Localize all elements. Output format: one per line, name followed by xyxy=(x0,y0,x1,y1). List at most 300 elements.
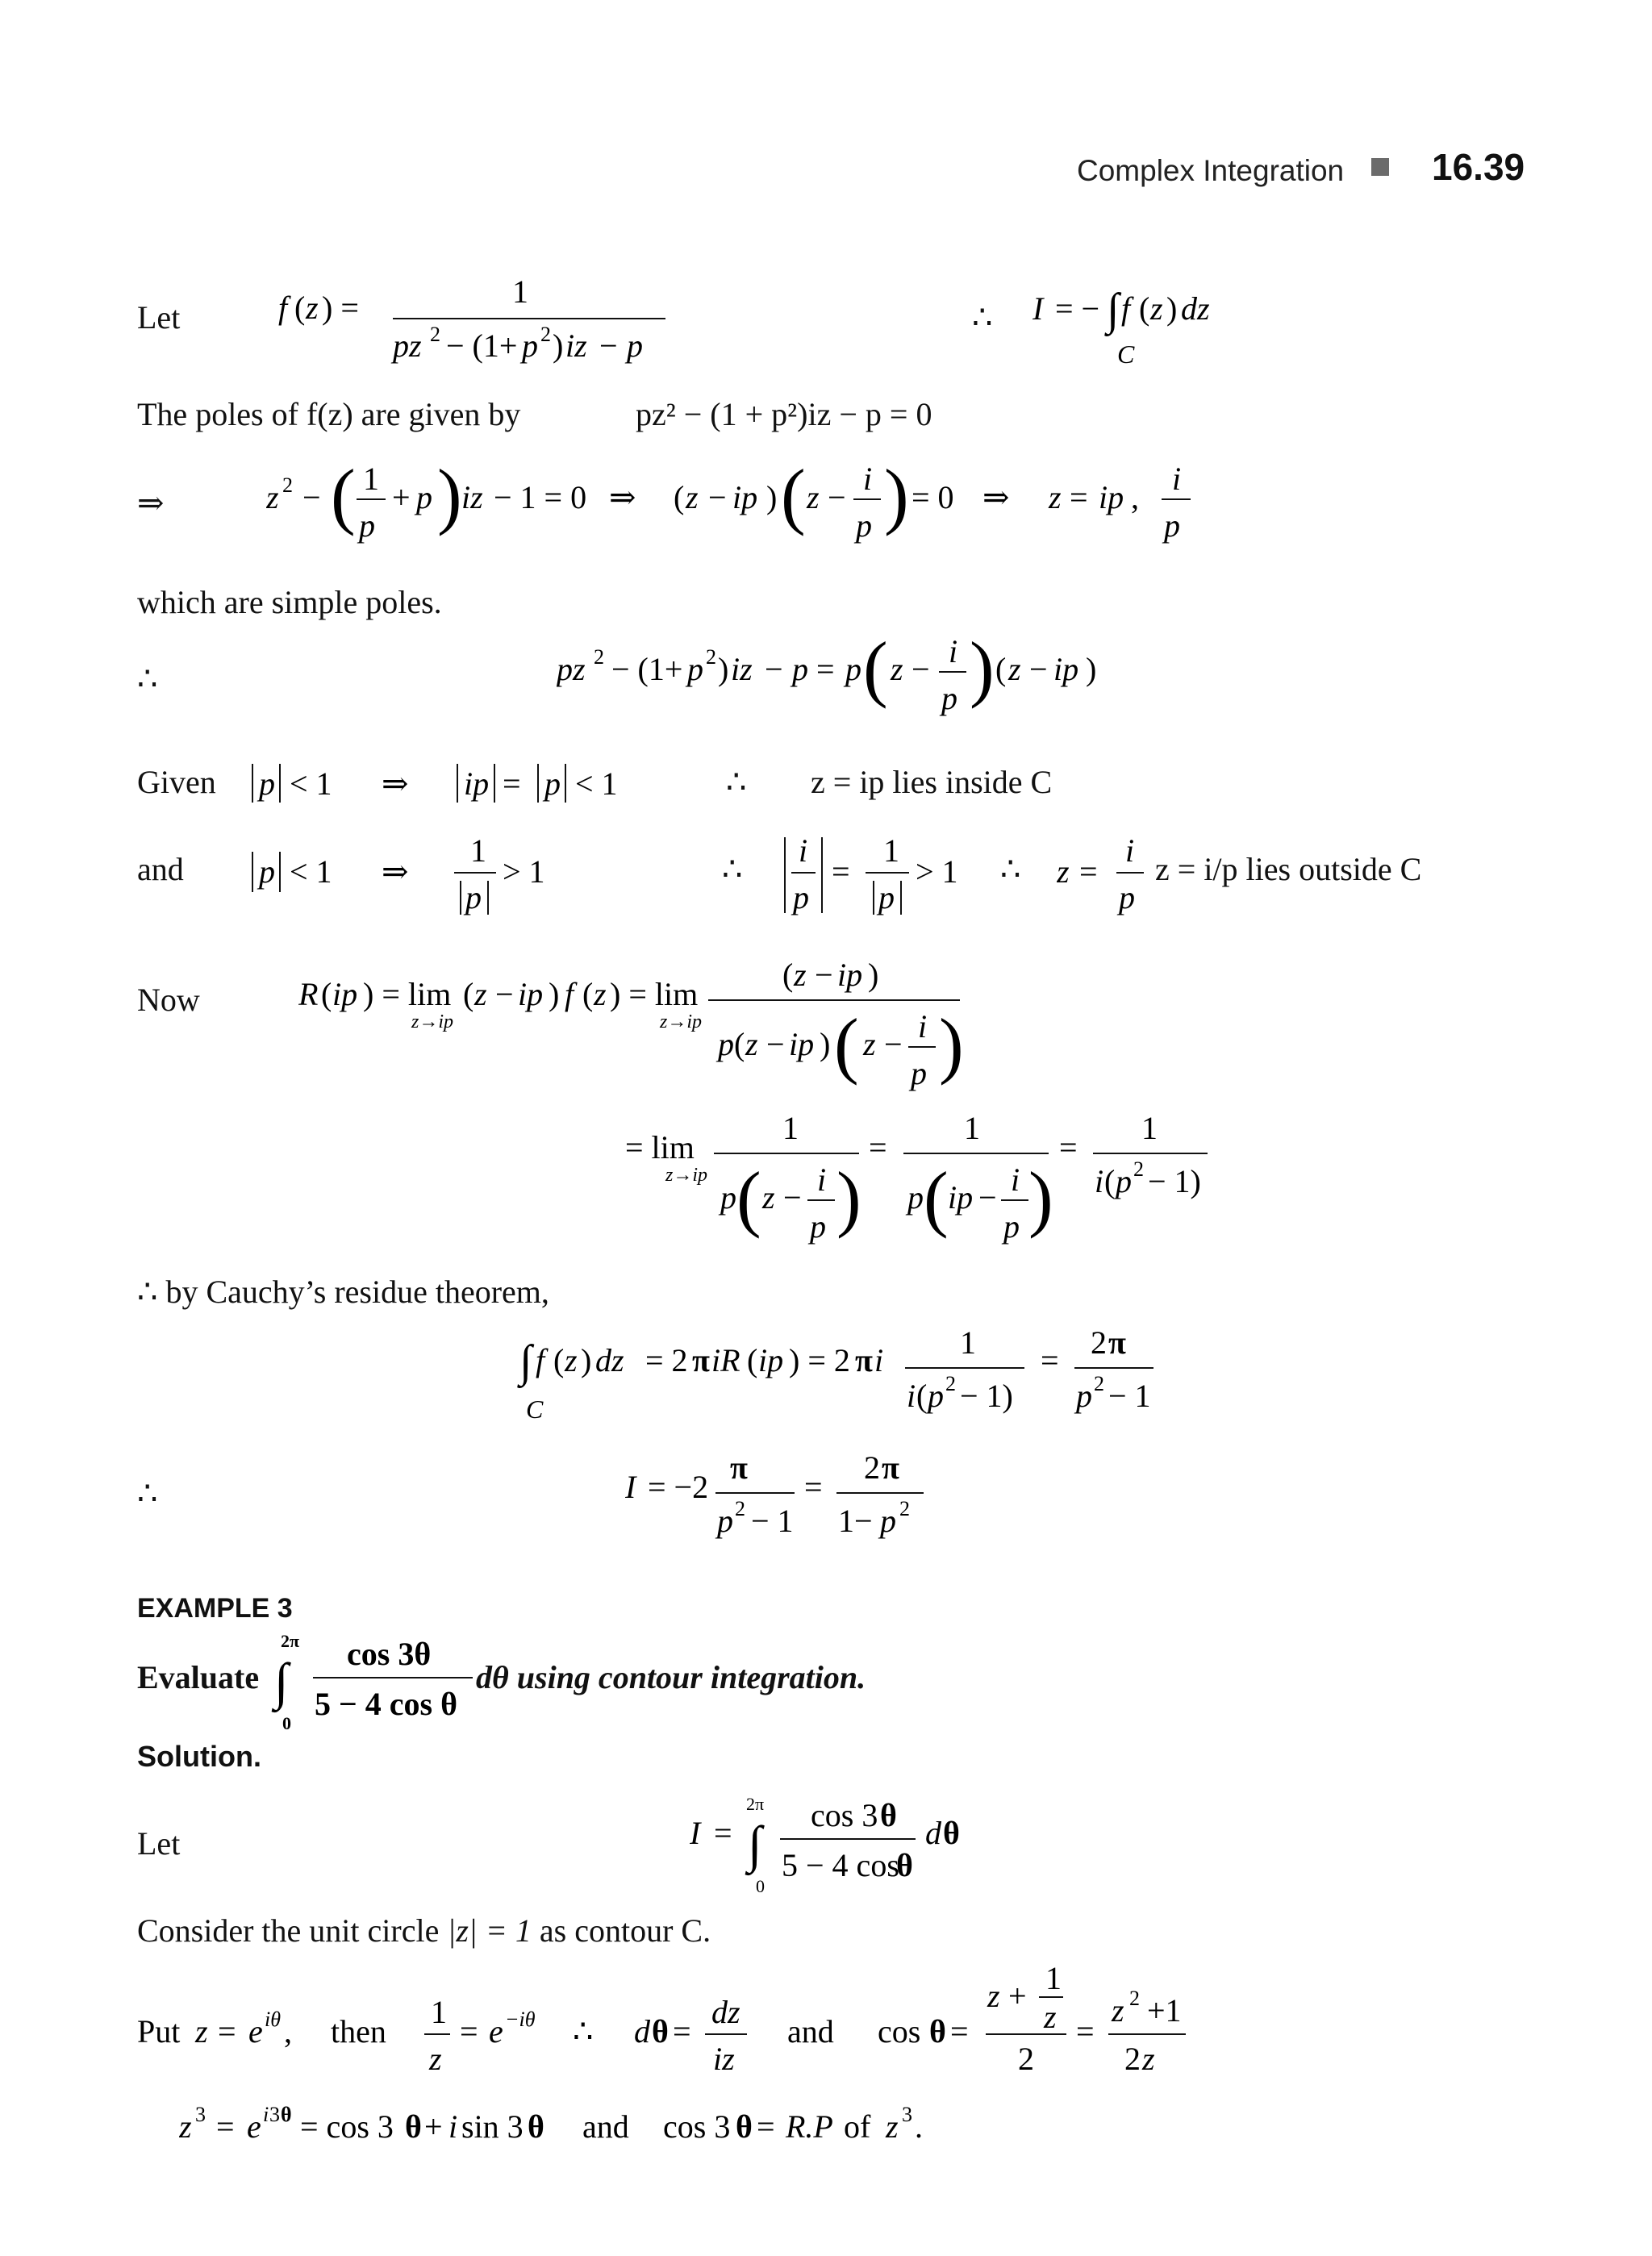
I-definition xyxy=(690,1791,996,1895)
svg-text:(: ( xyxy=(734,1026,745,1062)
svg-text:p: p xyxy=(687,651,703,687)
svg-text:p: p xyxy=(911,1055,927,1091)
unit-circle-pre: Consider the unit circle xyxy=(137,1912,440,1949)
svg-text:−: − xyxy=(912,651,930,687)
svg-text:pz: pz xyxy=(393,327,422,364)
svg-text:= −: = − xyxy=(1055,290,1100,327)
svg-text:): ) xyxy=(766,479,778,515)
svg-text:cos: cos xyxy=(878,2013,921,2050)
I-contour-integral xyxy=(1032,282,1274,371)
svg-text:2: 2 xyxy=(1124,2041,1141,2077)
svg-text:∫: ∫ xyxy=(519,1337,532,1387)
svg-text:=: = xyxy=(503,765,521,802)
svg-text:(: ( xyxy=(863,627,888,709)
svg-text:z: z xyxy=(1112,1992,1124,2029)
svg-text:−: − xyxy=(765,651,783,687)
svg-text:iz: iz xyxy=(565,327,587,364)
svg-text:θ: θ xyxy=(896,1847,913,1883)
svg-text:θ: θ xyxy=(528,2108,544,2145)
svg-text:+: + xyxy=(392,479,411,515)
svg-text:2π: 2π xyxy=(746,1794,765,1814)
svg-text:= 2: = 2 xyxy=(645,1342,688,1378)
svg-text:p: p xyxy=(465,879,482,915)
svg-text:): ) xyxy=(437,456,462,536)
svg-text:i: i xyxy=(949,633,958,669)
cauchy-text: ∴ by Cauchy’s residue theorem, xyxy=(137,1274,549,1310)
svg-text:2: 2 xyxy=(945,1372,956,1395)
svg-text:−: − xyxy=(978,1179,997,1216)
svg-text:(: ( xyxy=(747,1342,758,1378)
svg-text:=: = xyxy=(1076,2013,1095,2050)
svg-text:cos 3: cos 3 xyxy=(663,2108,731,2145)
svg-text:p: p xyxy=(718,1026,734,1062)
therefore-symbol-5: ∴ xyxy=(1000,851,1021,887)
svg-text:R: R xyxy=(298,976,319,1012)
svg-text:− (1+: − (1+ xyxy=(446,327,518,364)
svg-text:ip: ip xyxy=(789,1026,815,1062)
svg-text:(: ( xyxy=(924,1157,949,1239)
therefore-symbol: ∴ xyxy=(972,299,993,336)
svg-text:z: z xyxy=(891,651,903,687)
inside-text: z = ip lies inside C xyxy=(811,764,1053,800)
evaluate-word: Evaluate xyxy=(137,1659,260,1695)
therefore-symbol-4: ∴ xyxy=(722,851,743,887)
therefore-symbol-3: ∴ xyxy=(726,764,747,800)
residue-equation-2 xyxy=(625,1105,1238,1266)
svg-text:5 − 4 cos: 5 − 4 cos xyxy=(782,1847,899,1883)
svg-text:−: − xyxy=(766,1026,785,1062)
svg-text:): ) xyxy=(868,957,879,993)
svg-text:z: z xyxy=(565,1342,578,1378)
svg-text:e: e xyxy=(489,2013,503,2050)
svg-text:i: i xyxy=(1125,832,1135,869)
svg-text:2: 2 xyxy=(864,1449,880,1486)
svg-text:z: z xyxy=(1049,479,1062,515)
svg-text:ip: ip xyxy=(758,1342,784,1378)
svg-text:p: p xyxy=(793,879,809,915)
svg-text:p: p xyxy=(1003,1208,1020,1245)
svg-text:2: 2 xyxy=(540,323,551,346)
svg-text:): ) xyxy=(1086,651,1097,687)
unit-circle-abs: |z| = 1 xyxy=(447,1912,532,1949)
svg-text:(: ( xyxy=(1139,290,1150,327)
svg-text:z: z xyxy=(807,479,820,515)
svg-text:1: 1 xyxy=(512,273,528,310)
svg-text:3: 3 xyxy=(195,2103,206,2126)
svg-text:=: = xyxy=(1079,853,1098,890)
svg-text:p: p xyxy=(810,1208,826,1245)
svg-text:−: − xyxy=(302,479,321,515)
svg-text:(: ( xyxy=(321,976,332,1012)
page-number: 16.39 xyxy=(1432,146,1525,188)
svg-text:1: 1 xyxy=(883,832,899,869)
svg-text:C: C xyxy=(526,1395,544,1424)
svg-text:i: i xyxy=(1095,1163,1104,1199)
poles-equation: pz² − (1 + p²)iz − p = 0 xyxy=(636,396,932,432)
unit-circle-post: as contour C. xyxy=(539,1912,711,1949)
substitution-equation xyxy=(137,1960,1218,2097)
svg-text:= lim: = lim xyxy=(625,1129,695,1166)
svg-text:ip: ip xyxy=(332,976,358,1012)
svg-text:iz: iz xyxy=(461,479,483,515)
svg-text:p: p xyxy=(941,680,957,716)
running-title: Complex Integration xyxy=(1077,154,1345,187)
svg-text:θ: θ xyxy=(929,2013,946,2050)
svg-text:): ) xyxy=(836,1157,861,1239)
svg-text:=: = xyxy=(1059,1129,1078,1166)
svg-text:=: = xyxy=(673,2013,691,2050)
let-label: Let xyxy=(137,299,181,336)
svg-text:e: e xyxy=(248,2013,263,2050)
svg-text:⇒: ⇒ xyxy=(609,479,636,515)
svg-text:ip: ip xyxy=(948,1179,974,1216)
svg-text:> 1: > 1 xyxy=(503,853,545,890)
svg-text:− 1: − 1 xyxy=(1108,1378,1151,1414)
svg-text:z: z xyxy=(987,1978,1000,2014)
svg-text:I: I xyxy=(625,1469,636,1505)
svg-text:z: z xyxy=(1057,853,1070,890)
svg-text:p: p xyxy=(259,765,275,802)
svg-text:of: of xyxy=(844,2108,871,2145)
svg-text:z: z xyxy=(762,1179,775,1216)
solution-let-label: Let xyxy=(137,1825,181,1862)
f-definition xyxy=(278,270,682,375)
svg-text:1−: 1− xyxy=(838,1503,873,1539)
given-label: Given xyxy=(137,764,216,800)
svg-text:2: 2 xyxy=(1091,1324,1107,1361)
svg-text:1: 1 xyxy=(363,461,379,497)
svg-text:z: z xyxy=(1150,290,1163,327)
svg-text:5 − 4 cos θ: 5 − 4 cos θ xyxy=(315,1686,457,1722)
svg-text:= 0: = 0 xyxy=(912,479,954,515)
svg-text:z: z xyxy=(266,479,279,515)
svg-text:1: 1 xyxy=(1045,1960,1062,1996)
svg-text:i: i xyxy=(863,461,873,497)
svg-text:(: ( xyxy=(781,456,806,536)
svg-text:=: = xyxy=(1041,1342,1059,1378)
svg-text:i: i xyxy=(907,1378,916,1414)
svg-text:2π: 2π xyxy=(281,1631,300,1651)
z-cubed-equation xyxy=(179,2097,986,2154)
svg-text:3: 3 xyxy=(269,2103,280,2126)
svg-text:1: 1 xyxy=(431,1994,447,2030)
task-text: dθ using contour integration. xyxy=(476,1659,866,1695)
svg-text:and: and xyxy=(582,2108,629,2145)
svg-text:+: + xyxy=(1008,1978,1027,2014)
svg-text:) = lim: ) = lim xyxy=(610,976,699,1012)
svg-text:): ) xyxy=(884,456,909,536)
quadratic-equation xyxy=(266,456,1202,561)
I-result-equation xyxy=(625,1440,948,1545)
therefore-symbol-6: ∴ xyxy=(137,1475,158,1512)
svg-text:f: f xyxy=(565,976,574,1012)
svg-text:C: C xyxy=(1117,340,1135,369)
svg-text:z→ip: z→ip xyxy=(660,1011,703,1032)
svg-text:p: p xyxy=(907,1179,924,1216)
svg-text:p: p xyxy=(544,765,561,802)
svg-text:p: p xyxy=(1076,1378,1092,1414)
svg-text:pz: pz xyxy=(557,651,586,687)
svg-text:2: 2 xyxy=(735,1497,745,1520)
svg-text:iθ: iθ xyxy=(265,2008,281,2031)
svg-text:z: z xyxy=(195,2013,208,2050)
svg-text:i: i xyxy=(1011,1161,1020,1198)
svg-text:ip: ip xyxy=(518,976,544,1012)
svg-text:θ: θ xyxy=(652,2013,669,2050)
svg-text:> 1: > 1 xyxy=(916,853,958,890)
svg-text:∫: ∫ xyxy=(748,1816,762,1873)
svg-text:0: 0 xyxy=(282,1713,291,1733)
svg-text:z: z xyxy=(886,2108,899,2145)
svg-text:z→ip: z→ip xyxy=(411,1011,454,1032)
svg-text:p: p xyxy=(845,651,861,687)
svg-text:=: = xyxy=(218,2013,236,2050)
svg-text:=: = xyxy=(816,651,835,687)
svg-text:z: z xyxy=(686,479,699,515)
svg-text:z: z xyxy=(745,1026,758,1062)
poles-text: The poles of f(z) are given by xyxy=(137,396,521,432)
svg-text:−iθ: −iθ xyxy=(505,2008,536,2031)
svg-text:p: p xyxy=(717,1503,733,1539)
svg-text:< 1: < 1 xyxy=(290,853,332,890)
svg-text:1: 1 xyxy=(964,1110,980,1146)
svg-text:z: z xyxy=(179,2108,192,2145)
svg-text:− 1 = 0: − 1 = 0 xyxy=(494,479,587,515)
svg-text:p: p xyxy=(259,853,275,890)
svg-text:θ: θ xyxy=(281,2103,292,2126)
svg-text:p: p xyxy=(1164,507,1180,544)
svg-text:2: 2 xyxy=(899,1497,910,1520)
svg-text:− 1: − 1 xyxy=(751,1503,794,1539)
svg-text:dz: dz xyxy=(595,1342,624,1378)
outside-text: z = i/p lies outside C xyxy=(1155,851,1422,887)
svg-text:z: z xyxy=(863,1026,876,1062)
svg-text:θ: θ xyxy=(736,2108,753,2145)
svg-text:(: ( xyxy=(553,1342,565,1378)
svg-text:i: i xyxy=(263,2103,269,2126)
svg-text:p: p xyxy=(878,879,895,915)
svg-text:f: f xyxy=(1121,290,1131,327)
svg-text:π: π xyxy=(1108,1324,1126,1361)
given-inequality xyxy=(246,754,649,811)
svg-text:(: ( xyxy=(1104,1163,1116,1199)
svg-text:z: z xyxy=(306,290,319,326)
svg-text:p: p xyxy=(522,327,538,364)
outside-inequality xyxy=(778,823,972,919)
svg-text:dz: dz xyxy=(1181,290,1210,327)
svg-text:I: I xyxy=(690,1815,701,1851)
svg-text:R.P: R.P xyxy=(786,2108,833,2145)
svg-text:(: ( xyxy=(995,651,1007,687)
svg-text:) = lim: ) = lim xyxy=(363,976,452,1012)
svg-text:π: π xyxy=(692,1342,710,1378)
svg-text:) =: ) = xyxy=(322,290,359,326)
svg-text:1: 1 xyxy=(1141,1110,1158,1146)
svg-text:z: z xyxy=(1142,2041,1155,2077)
svg-text:⇒: ⇒ xyxy=(982,479,1010,515)
svg-text:p: p xyxy=(1116,1163,1132,1199)
unit-circle-text xyxy=(137,1912,711,1949)
solution-label: Solution. xyxy=(137,1740,261,1773)
svg-text:z: z xyxy=(794,957,807,993)
svg-text:2: 2 xyxy=(706,645,716,669)
svg-text:iz: iz xyxy=(731,651,753,687)
svg-text:p: p xyxy=(416,479,432,515)
svg-text:z→ip: z→ip xyxy=(665,1165,708,1186)
svg-text:,: , xyxy=(1131,479,1139,515)
svg-text:2: 2 xyxy=(430,323,440,346)
svg-text:i: i xyxy=(918,1008,928,1045)
svg-text:Put: Put xyxy=(137,2013,181,2050)
svg-text:then: then xyxy=(331,2013,386,2050)
svg-text:ip: ip xyxy=(464,765,490,802)
svg-text:0: 0 xyxy=(756,1876,765,1895)
svg-text:i: i xyxy=(799,832,808,869)
svg-text:−: − xyxy=(708,479,727,515)
svg-text:=: = xyxy=(714,1815,732,1851)
svg-text:): ) xyxy=(549,976,560,1012)
svg-text:,: , xyxy=(284,2013,292,2050)
svg-text:ip: ip xyxy=(732,479,758,515)
svg-text:p: p xyxy=(792,651,808,687)
svg-text:): ) xyxy=(718,651,729,687)
svg-text:=: = xyxy=(950,2013,969,2050)
svg-text:iR: iR xyxy=(711,1342,740,1378)
svg-text:= cos 3: = cos 3 xyxy=(300,2108,394,2145)
svg-text:i: i xyxy=(817,1161,827,1198)
and-label: and xyxy=(137,851,184,887)
svg-text:⇒: ⇒ xyxy=(382,853,409,890)
svg-text:(: ( xyxy=(463,976,474,1012)
svg-text:): ) xyxy=(1166,290,1178,327)
svg-text:d: d xyxy=(634,2013,650,2050)
svg-text:i: i xyxy=(448,2108,458,2145)
svg-text:2: 2 xyxy=(1018,2041,1034,2077)
svg-text:=: = xyxy=(460,2013,478,2050)
svg-text:e: e xyxy=(247,2108,261,2145)
implies-symbol: ⇒ xyxy=(137,485,165,521)
svg-text:2: 2 xyxy=(1133,1157,1144,1181)
therefore-symbol-2: ∴ xyxy=(137,661,158,697)
svg-text:θ: θ xyxy=(405,2108,422,2145)
svg-text:(: ( xyxy=(294,290,306,326)
svg-text:cos 3: cos 3 xyxy=(811,1797,878,1833)
svg-text:π: π xyxy=(882,1449,899,1486)
svg-text:(: ( xyxy=(736,1157,761,1239)
svg-text:(: ( xyxy=(834,1003,859,1086)
svg-text:p: p xyxy=(1119,879,1135,915)
svg-text:=: = xyxy=(804,1469,823,1505)
svg-text:2: 2 xyxy=(1094,1372,1104,1395)
svg-text:=: = xyxy=(216,2108,235,2145)
svg-text:p: p xyxy=(880,1503,896,1539)
svg-text:p: p xyxy=(627,327,643,364)
simple-poles-text: which are simple poles. xyxy=(137,584,442,620)
svg-text:(: ( xyxy=(331,456,356,536)
svg-text:): ) xyxy=(1028,1157,1053,1239)
svg-text:ip: ip xyxy=(837,957,863,993)
svg-text:−: − xyxy=(884,1026,903,1062)
svg-text:f: f xyxy=(278,290,288,326)
svg-text:): ) xyxy=(581,1342,592,1378)
svg-text:− 1): − 1) xyxy=(1148,1163,1201,1199)
svg-text:< 1: < 1 xyxy=(575,765,618,802)
svg-text:and: and xyxy=(787,2013,834,2050)
svg-text:cos 3θ: cos 3θ xyxy=(347,1636,432,1672)
svg-text:3: 3 xyxy=(902,2103,912,2126)
svg-text:(: ( xyxy=(674,479,685,515)
svg-text:2: 2 xyxy=(594,645,604,669)
factorisation-equation xyxy=(557,625,1137,730)
svg-text:ip: ip xyxy=(1099,479,1124,515)
svg-text:.: . xyxy=(915,2108,923,2145)
svg-text:< 1: < 1 xyxy=(290,765,332,802)
outside-pole xyxy=(1057,823,1153,919)
svg-text:π: π xyxy=(730,1449,748,1486)
svg-text:∫: ∫ xyxy=(1107,285,1120,335)
now-label: Now xyxy=(137,982,200,1018)
svg-text:π: π xyxy=(855,1342,873,1378)
svg-text:): ) xyxy=(553,327,564,364)
svg-text:=: = xyxy=(757,2108,775,2145)
svg-text:ip: ip xyxy=(1053,651,1079,687)
svg-text:− (1+: − (1+ xyxy=(611,651,683,687)
svg-text:i: i xyxy=(1172,461,1182,497)
svg-text:1: 1 xyxy=(470,832,486,869)
svg-text:=: = xyxy=(1070,479,1088,515)
svg-text:∫: ∫ xyxy=(274,1653,289,1710)
svg-text:z: z xyxy=(429,2041,442,2077)
example-label: EXAMPLE 3 xyxy=(137,1593,293,1624)
svg-text:= −2: = −2 xyxy=(648,1469,709,1505)
svg-text:z: z xyxy=(474,976,487,1012)
svg-text:θ: θ xyxy=(943,1815,960,1851)
svg-text:z: z xyxy=(594,976,607,1012)
cauchy-equation xyxy=(516,1323,1162,1436)
svg-text:): ) xyxy=(820,1026,831,1062)
svg-text:⇒: ⇒ xyxy=(382,765,409,802)
svg-text:(: ( xyxy=(916,1378,928,1414)
svg-text:f: f xyxy=(536,1342,545,1378)
svg-text:2: 2 xyxy=(282,473,293,497)
svg-text:z: z xyxy=(1044,1999,1057,2035)
svg-text:∴: ∴ xyxy=(573,2013,594,2050)
svg-text:p: p xyxy=(856,507,872,544)
svg-text:1: 1 xyxy=(782,1110,799,1146)
svg-text:z: z xyxy=(1008,651,1021,687)
svg-text:): ) xyxy=(939,1003,964,1086)
svg-text:−: − xyxy=(783,1179,802,1216)
svg-text:sin 3: sin 3 xyxy=(461,2108,524,2145)
svg-text:−: − xyxy=(495,976,514,1012)
svg-text:−: − xyxy=(828,479,846,515)
residue-equation xyxy=(298,952,976,1105)
and-inequality xyxy=(246,823,569,919)
svg-text:+1: +1 xyxy=(1147,1992,1182,2029)
svg-text:iz: iz xyxy=(713,2041,735,2077)
svg-text:θ: θ xyxy=(880,1797,897,1833)
header-square-icon xyxy=(1371,158,1389,176)
svg-text:+: + xyxy=(424,2108,443,2145)
svg-text:(: ( xyxy=(782,957,794,993)
svg-text:) = 2: ) = 2 xyxy=(789,1342,850,1378)
svg-text:i: i xyxy=(874,1342,884,1378)
svg-text:p: p xyxy=(720,1179,736,1216)
svg-text:I: I xyxy=(1032,290,1044,327)
svg-text:1: 1 xyxy=(960,1324,976,1361)
svg-text:d: d xyxy=(925,1815,941,1851)
svg-text:=: = xyxy=(869,1129,887,1166)
